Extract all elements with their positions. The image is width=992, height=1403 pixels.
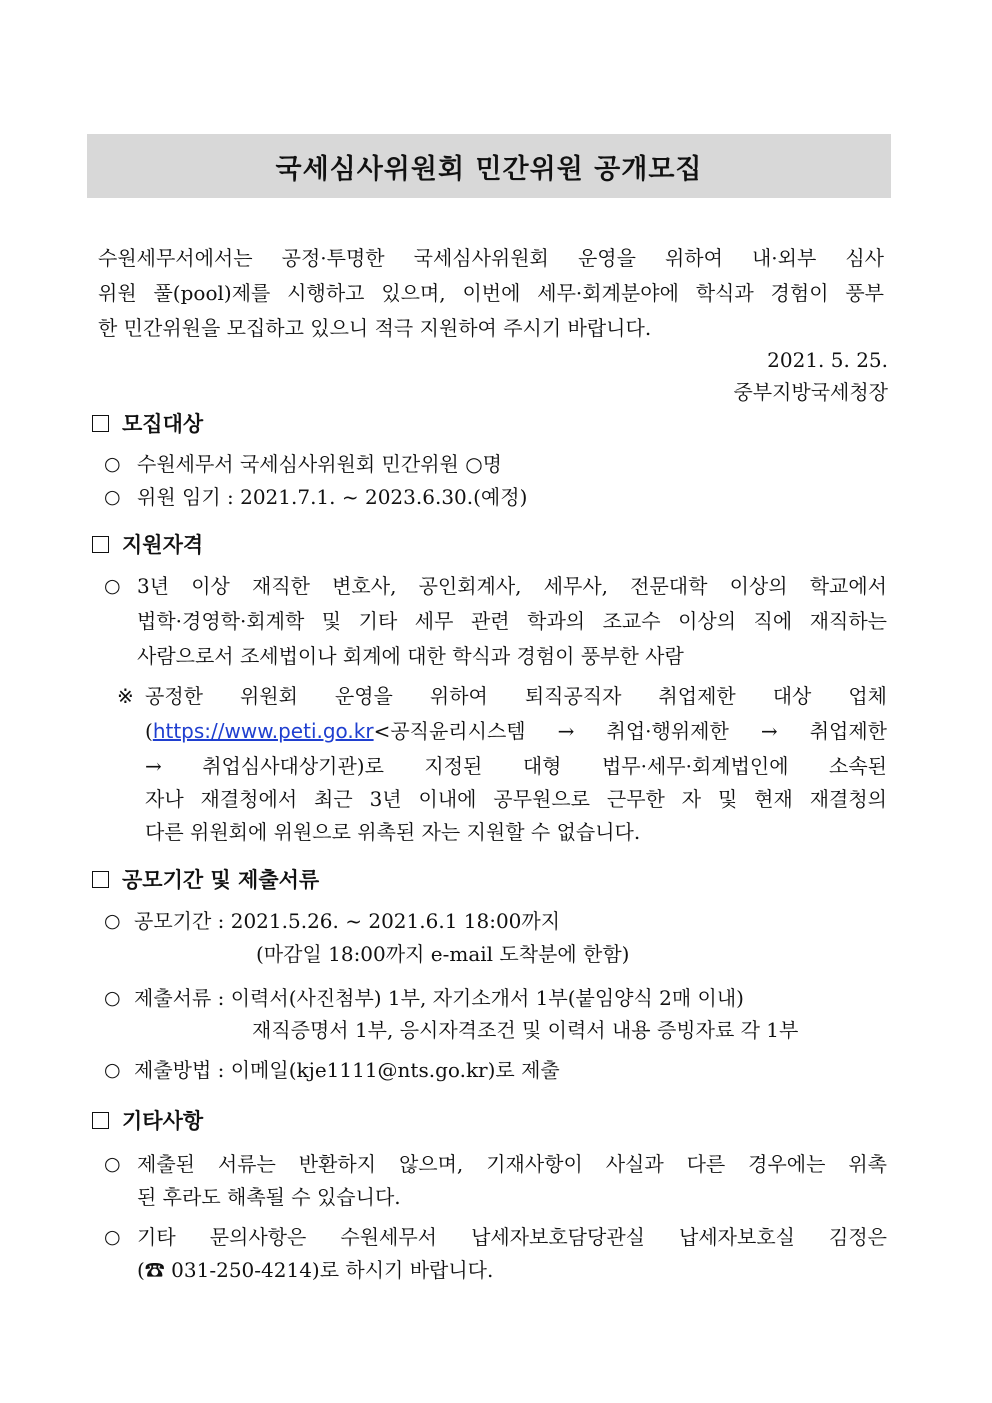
note-line-5: 다른 위원회에 위원으로 위촉된 자는 지원할 수 없습니다. bbox=[145, 820, 641, 844]
section-heading-qualification bbox=[92, 531, 203, 559]
title-bar bbox=[87, 134, 891, 198]
etc-item2-line-1: 기타 문의사항은 수원세무서 납세자보호담당관실 납세자보호실 김정은 bbox=[137, 1225, 887, 1249]
checkbox-square-icon bbox=[92, 415, 109, 432]
checkbox-square-icon bbox=[92, 1112, 109, 1129]
notice-issuer: 중부지방국세청장 bbox=[733, 380, 888, 404]
section-heading-text: 지원자격 bbox=[122, 532, 204, 557]
intro-line-1: 수원세무서에서는 공정·투명한 국세심사위원회 운영을 위하여 내·외부 심사 bbox=[98, 246, 884, 270]
bullet-icon: ○ bbox=[104, 486, 121, 508]
section-heading-text: 기타사항 bbox=[122, 1108, 204, 1133]
target-item-1: 수원세무서 국세심사위원회 민간위원 ○명 bbox=[137, 452, 502, 476]
method-line: 제출방법 : 이메일(kje1111@nts.go.kr)로 제출 bbox=[134, 1058, 560, 1082]
section-heading-target bbox=[92, 410, 203, 438]
bullet-icon: ○ bbox=[104, 1226, 121, 1248]
section-heading-text: 공모기간 및 제출서류 bbox=[122, 867, 320, 892]
docs-line-2: 재직증명서 1부, 응시자격조건 및 이력서 내용 증빙자료 각 1부 bbox=[252, 1018, 799, 1042]
qualification-line-2: 법학·경영학·회계학 및 기타 세무 관련 학과의 조교수 이상의 직에 재직하는 bbox=[137, 609, 887, 633]
note-line-2 bbox=[145, 717, 887, 745]
target-item-2: 위원 임기 : 2021.7.1. ~ 2023.6.30.(예정) bbox=[137, 485, 528, 509]
note-line-2-rest: <공직윤리시스템 → 취업·행위제한 → 취업제한 bbox=[373, 719, 887, 743]
note-mark: ※ bbox=[117, 684, 134, 708]
bullet-icon: ○ bbox=[104, 1153, 121, 1175]
intro-line-2: 위원 풀(pool)제를 시행하고 있으며, 이번에 세무·회계분야에 학식과 경험이 풍부 bbox=[98, 281, 884, 305]
period-line: 공모기간 : 2021.5.26. ~ 2021.6.1 18:00까지 bbox=[134, 909, 561, 933]
checkbox-square-icon bbox=[92, 536, 109, 553]
note-paren: ( bbox=[145, 719, 153, 743]
notice-date: 2021. 5. 25. bbox=[767, 348, 888, 372]
period-note: (마감일 18:00까지 e-mail 도착분에 한함) bbox=[256, 942, 630, 966]
note-line-3: → 취업심사대상기관)로 지정된 대형 법무·세무·회계법인에 소속된 bbox=[145, 754, 887, 778]
page-title: 국세심사위원회 민간위원 공개모집 bbox=[275, 153, 703, 185]
peti-link[interactable]: https://www.peti.go.kr bbox=[152, 719, 374, 743]
bullet-icon: ○ bbox=[104, 987, 121, 1009]
section-heading-period bbox=[92, 866, 319, 894]
bullet-icon: ○ bbox=[104, 575, 121, 597]
bullet-icon: ○ bbox=[104, 910, 121, 932]
section-heading-etc bbox=[92, 1107, 203, 1135]
checkbox-square-icon bbox=[92, 871, 109, 888]
bullet-icon: ○ bbox=[104, 1059, 121, 1081]
qualification-line-3: 사람으로서 조세법이나 회계에 대한 학식과 경험이 풍부한 사람 bbox=[137, 644, 684, 668]
etc-item1-line-2: 된 후라도 해촉될 수 있습니다. bbox=[137, 1185, 401, 1209]
docs-line-1: 제출서류 : 이력서(사진첨부) 1부, 자기소개서 1부(붙임양식 2매 이내) bbox=[134, 986, 744, 1010]
note-line-4: 자나 재결청에서 최근 3년 이내에 공무원으로 근무한 자 및 현재 재결청의 bbox=[145, 787, 887, 811]
qualification-line-1: 3년 이상 재직한 변호사, 공인회계사, 세무사, 전문대학 이상의 학교에서 bbox=[137, 574, 887, 598]
section-heading-text: 모집대상 bbox=[122, 411, 204, 436]
note-line-1: 공정한 위원회 운영을 위하여 퇴직공직자 취업제한 대상 업체 bbox=[145, 684, 887, 708]
bullet-icon: ○ bbox=[104, 453, 121, 475]
etc-item1-line-1: 제출된 서류는 반환하지 않으며, 기재사항이 사실과 다른 경우에는 위촉 bbox=[137, 1152, 887, 1176]
intro-line-3: 한 민간위원을 모집하고 있으니 적극 지원하여 주시기 바랍니다. bbox=[98, 316, 652, 340]
etc-item2-line-2: (☎ 031-250-4214)로 하시기 바랍니다. bbox=[137, 1258, 494, 1282]
